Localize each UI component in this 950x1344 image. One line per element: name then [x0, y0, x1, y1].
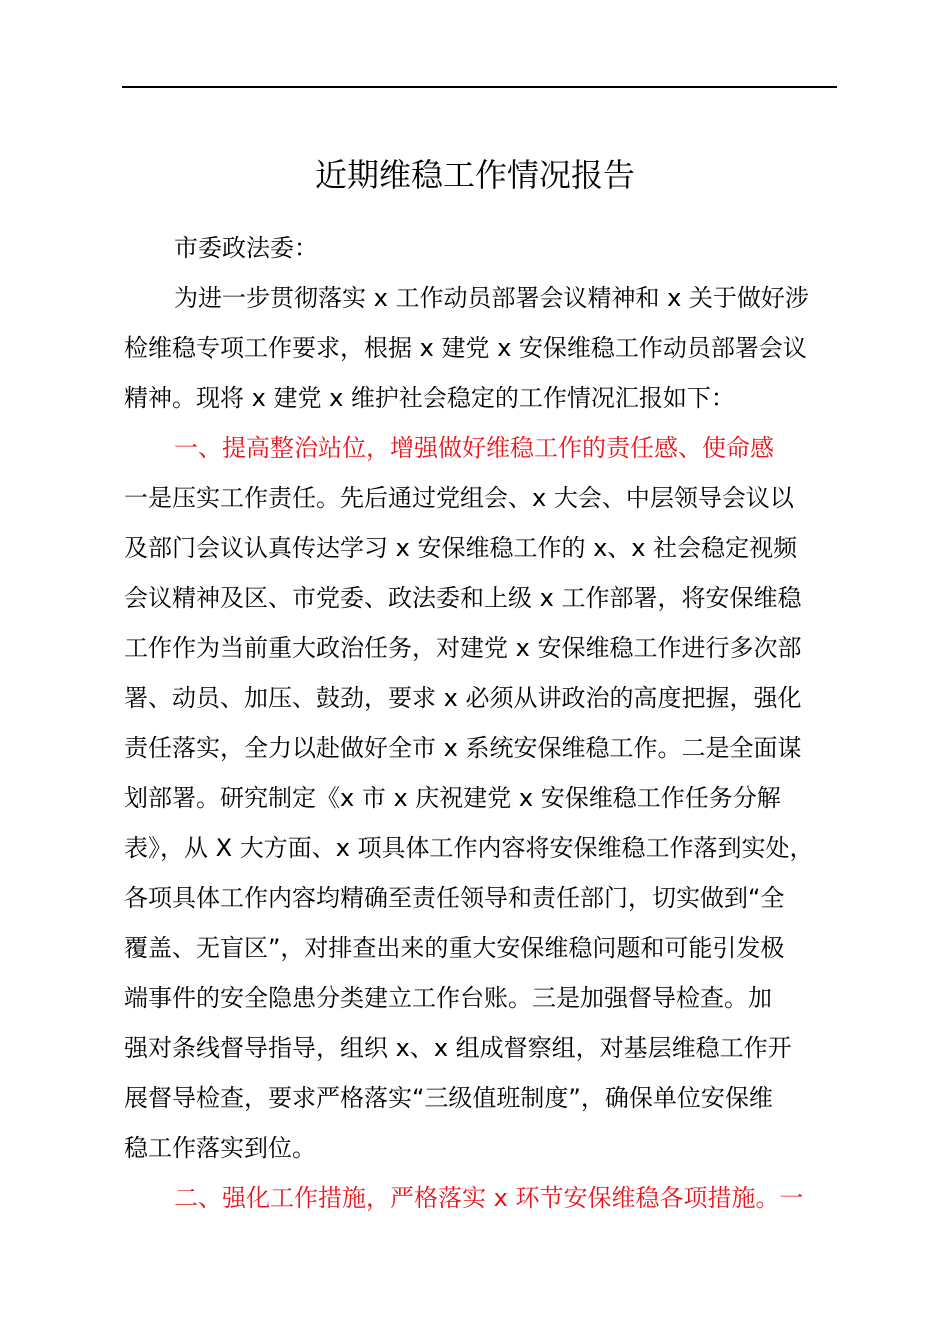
- paragraph-line: 会议精神及区、市党委、政法委和上级 x 工作部署，将安保维稳: [124, 584, 802, 612]
- paragraph-line: 精神。现将 x 建党 x 维护社会稳定的工作情况汇报如下：: [124, 384, 735, 412]
- header-rule: [122, 86, 837, 88]
- paragraph-line: 强对条线督导指导，组织 x、x 组成督察组，对基层维稳工作开: [124, 1034, 792, 1062]
- paragraph-line: 稳工作落实到位。: [124, 1134, 316, 1162]
- paragraph-line: 端事件的安全隐患分类建立工作台账。三是加强督导检查。加: [124, 984, 772, 1012]
- paragraph-line: 覆盖、无盲区”，对排查出来的重大安保维稳问题和可能引发极: [124, 934, 785, 962]
- paragraph-line: 工作作为当前重大政治任务，对建党 x 安保维稳工作进行多次部: [124, 634, 802, 662]
- paragraph-line: 及部门会议认真传达学习 x 安保维稳工作的 x、x 社会稳定视频: [124, 534, 798, 562]
- paragraph-line: 划部署。研究制定《x 市 x 庆祝建党 x 安保维稳工作任务分解: [124, 784, 781, 812]
- paragraph-line: 责任落实，全力以赴做好全市 x 系统安保维稳工作。二是全面谋: [124, 734, 802, 762]
- section-heading-2: 二、强化工作措施，严格落实 x 环节安保维稳各项措施。一: [174, 1184, 804, 1212]
- section-heading-1: 一、提高整治站位，增强做好维稳工作的责任感、使命感: [174, 434, 774, 462]
- paragraph-line: 为进一步贯彻落实 x 工作动员部署会议精神和 x 关于做好涉: [174, 284, 809, 312]
- paragraph-line: 一是压实工作责任。先后通过党组会、x 大会、中层领导会议以: [124, 484, 794, 512]
- document-title: 近期维稳工作情况报告: [314, 156, 635, 194]
- paragraph-line: 署、动员、加压、鼓劲，要求 x 必须从讲政治的高度把握，强化: [124, 684, 802, 712]
- paragraph-line: 展督导检查，要求严格落实“三级值班制度”，确保单位安保维: [124, 1084, 773, 1112]
- paragraph-line: 检维稳专项工作要求，根据 x 建党 x 安保维稳工作动员部署会议: [124, 334, 807, 362]
- salutation: 市委政法委：: [174, 234, 318, 262]
- paragraph-line: 表》，从 X 大方面、x 项具体工作内容将安保维稳工作落到实处，: [124, 834, 814, 862]
- paragraph-line: 各项具体工作内容均精确至责任领导和责任部门，切实做到“全: [124, 884, 785, 912]
